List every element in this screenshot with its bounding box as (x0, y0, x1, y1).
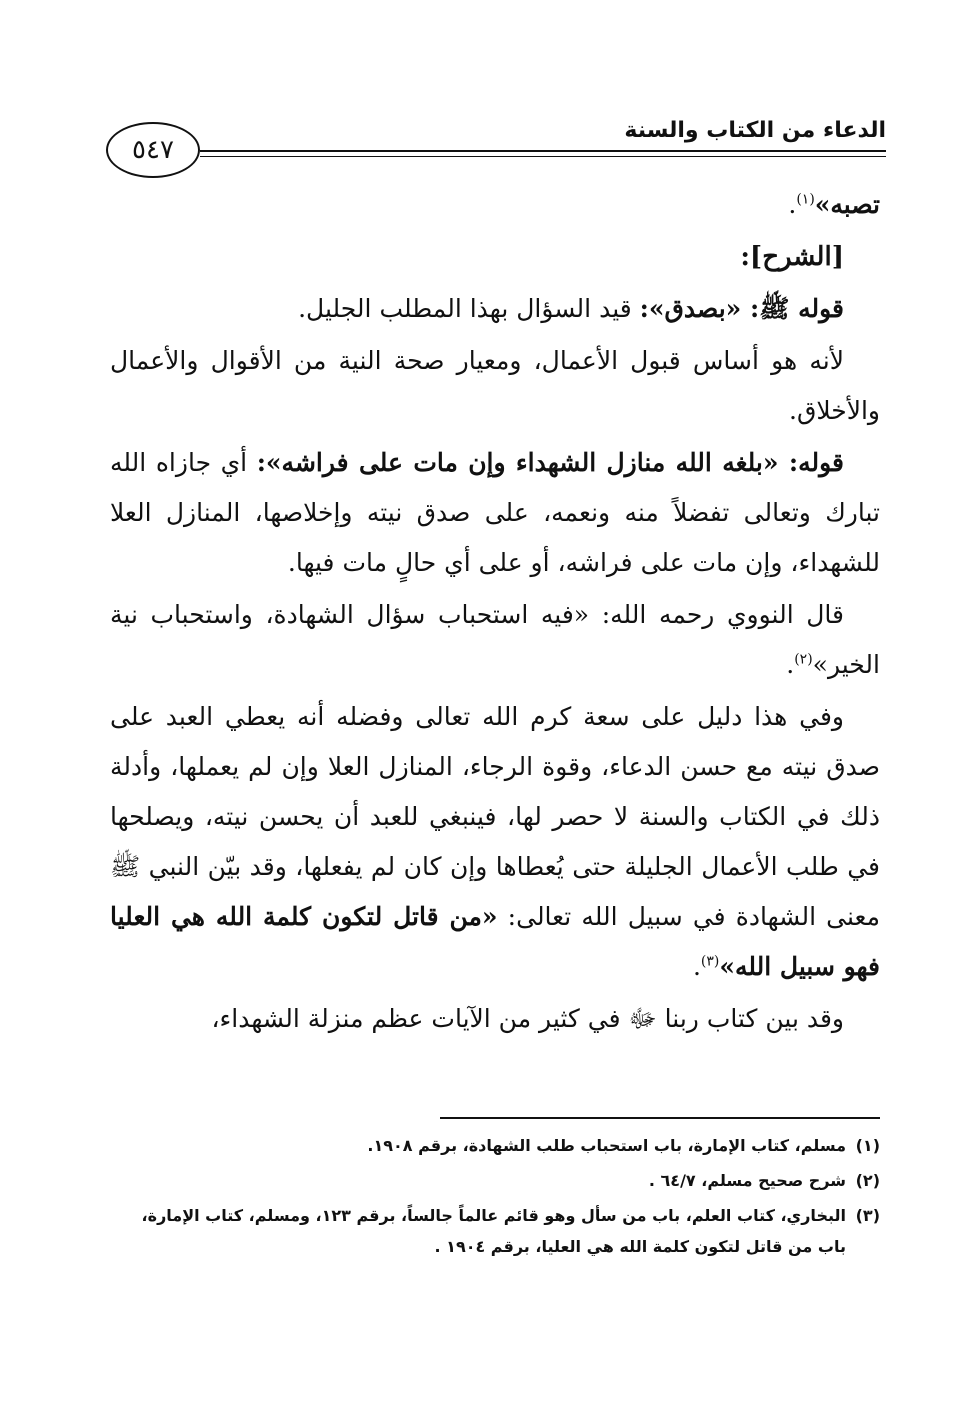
footnote-text: البخاري، كتاب العلم، باب من سأل وهو قائم عالماً جالساً، برقم ١٢٣، ومسلم، كتاب الإمارة، باب من قاتل لتكون كلمة الله هي العليا، برقم ١٩٠٤ . (141, 1206, 846, 1256)
footnote-2 (110, 1165, 880, 1196)
paragraph-3 (110, 438, 880, 588)
paragraph-3-text: أي جازاه الله تبارك وتعالى تفضلاً منه ونعمه، على صدق نيته وإخلاصها، المنازل العلا للشهداء، وإن مات على فراشه، أو على أي حالٍ مات فيها. (110, 448, 880, 577)
footnote-ref-2: (٢) (794, 651, 813, 668)
paragraph-4-end: . (786, 650, 795, 679)
footnotes (110, 1130, 880, 1266)
paragraph-5-hadith: «من قاتل لتكون كلمة الله هي العليا فهو سبيل الله» (110, 902, 880, 981)
footnote-text: مسلم، كتاب الإمارة، باب استحباب طلب الشهادة، برقم ١٩٠٨. (367, 1136, 846, 1155)
footnote-number: (٣) (855, 1206, 880, 1225)
main-text (110, 180, 880, 1046)
paragraph-2: لأنه هو أساس قبول الأعمال، ومعيار صحة النية من الأقوال والأعمال والأخلاق. (110, 346, 880, 425)
running-title: الدعاء من الكتاب والسنة (624, 118, 886, 143)
page-number: ٥٤٧ (106, 122, 200, 178)
continuation-text: تصبه» (814, 190, 880, 219)
paragraph-5-end: . (692, 952, 701, 981)
footnote-3 (110, 1200, 880, 1262)
header-rule (200, 150, 886, 152)
footnote-ref-1: (١) (796, 191, 815, 208)
paragraph-1 (110, 284, 880, 334)
paragraph-5-text: وفي هذا دليل على سعة كرم الله تعالى وفضله أنه يعطي العبد على صدق نيته مع حسن الدعاء، وقوة الرجاء، المنازل العلا وإن لم يعملها، وأدلة ذلك في الكتاب والسنة لا حصر لها، فينبغي للعبد أن يحسن نيته، ويصلحها في طلب الأعمال الجليلة حتى يُعطاها وإن كان لم يفعلها، وقد بيّن النبي ﷺ معنى الشهادة في سبيل الله تعالى: (110, 702, 880, 931)
paragraph-6: وقد بين كتاب ربنا ﷻ في كثير من الآيات عظم منزلة الشهداء، (211, 1004, 844, 1033)
footnote-text: شرح صحيح مسلم، ٦٤/٧ . (648, 1171, 846, 1190)
header-rule-thin (200, 156, 886, 157)
footnote-ref-3: (٣) (700, 953, 720, 970)
sharh-heading-line (110, 232, 880, 282)
paragraph-4 (110, 590, 880, 690)
paragraph-5 (110, 692, 880, 992)
continuation-line (110, 180, 880, 230)
footnote-1 (110, 1130, 880, 1161)
paragraph-3-lead: قوله: «بلغه الله منازل الشهداء وإن مات على فراشه»: (256, 448, 844, 477)
footnote-separator (440, 1117, 880, 1119)
sharh-heading: [الشرح]: (740, 242, 844, 272)
continuation-end: . (788, 190, 797, 219)
footnote-number: (١) (855, 1136, 880, 1155)
footnote-number: (٢) (855, 1171, 880, 1190)
paragraph-1-text: قيد السؤال بهذا المطلب الجليل. (298, 294, 640, 323)
paragraph-1-lead: قوله ﷺ: «بصدق»: (639, 294, 844, 323)
paragraph-4-text: قال النووي رحمه الله: «فيه استحباب سؤال الشهادة، واستحباب نية الخير» (110, 600, 880, 679)
